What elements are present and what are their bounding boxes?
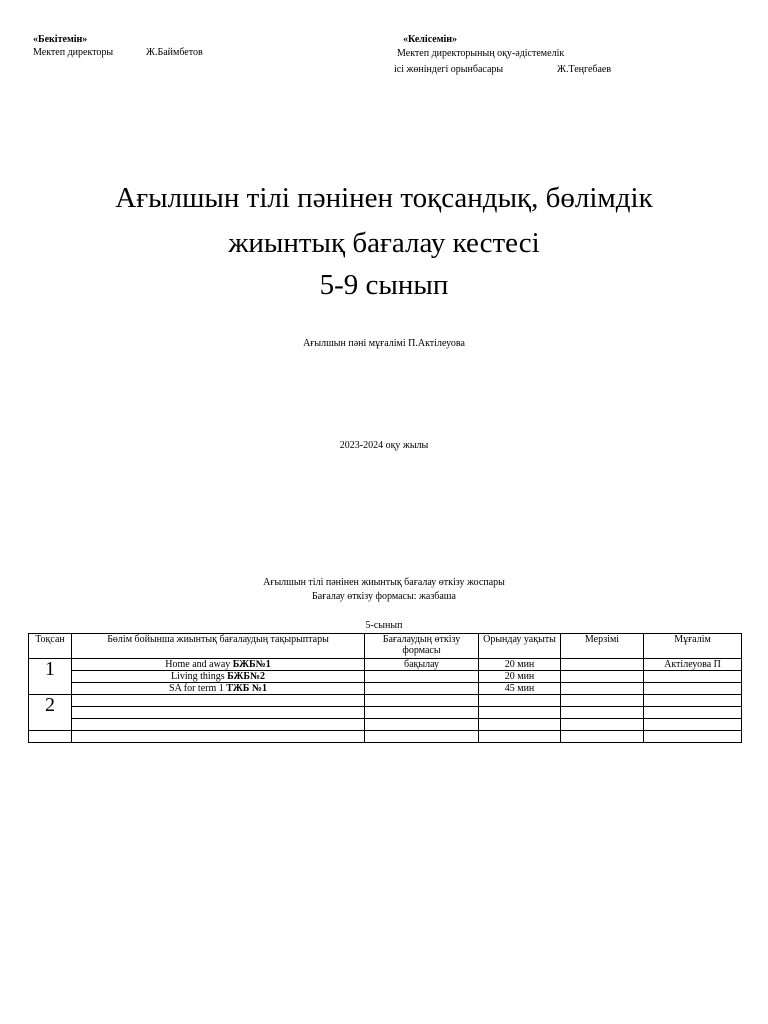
header-term: Тоқсан — [29, 634, 72, 659]
topic-code: БЖБ№2 — [227, 671, 266, 682]
topic-code: ТЖБ №1 — [226, 683, 267, 694]
form-cell — [365, 671, 479, 683]
plan-form: Бағалау өткізу формасы: жазбаша — [312, 591, 456, 602]
form-cell — [365, 683, 479, 695]
header-teacher: Мұғалім — [644, 634, 742, 659]
empty-cell — [644, 695, 742, 707]
approve-position: Мектеп директоры — [33, 47, 114, 58]
duration-cell: 45 мин — [479, 683, 561, 695]
header-deadline: Мерзімі — [561, 634, 644, 659]
empty-cell — [72, 719, 365, 731]
term-1-cell: 1 — [29, 659, 72, 695]
topic-cell — [72, 671, 365, 683]
table-row — [29, 707, 742, 719]
empty-cell — [644, 731, 742, 743]
plan-table — [28, 633, 742, 743]
teacher-cell — [644, 671, 742, 683]
duration-cell: 20 мин — [479, 671, 561, 683]
empty-cell — [365, 695, 479, 707]
table-row — [29, 731, 742, 743]
empty-cell — [561, 707, 644, 719]
empty-cell — [365, 719, 479, 731]
table-row — [29, 695, 742, 707]
topic-cell — [72, 659, 365, 671]
duration-cell: 20 мин — [479, 659, 561, 671]
approve-name: Ж.Баймбетов — [146, 47, 203, 58]
header-form: Бағалаудың өткізу формасы — [365, 634, 479, 659]
empty-cell — [644, 707, 742, 719]
header-topics: Бөлім бойынша жиынтық бағалаудың тақырыптары — [72, 634, 365, 659]
empty-cell — [72, 707, 365, 719]
empty-cell — [72, 731, 365, 743]
academic-year: 2023-2024 оқу жылы — [339, 440, 429, 451]
title-line2: жиынтық бағалау кестесі — [228, 227, 540, 259]
table-header-row — [29, 634, 742, 659]
agree-position-line2: ісі жөніндегі орынбасары — [394, 64, 504, 75]
topic-text: SA for term 1 — [169, 683, 227, 694]
topic-text: Home and away — [165, 659, 233, 670]
topic-cell — [72, 683, 365, 695]
table-row — [29, 683, 742, 695]
empty-cell — [479, 695, 561, 707]
teacher-line: Ағылшын пәні мұғалімі П.Актілеуова — [303, 338, 465, 349]
plan-heading: Ағылшын тілі пәнінен жиынтық бағалау өткізу жоспары — [263, 577, 505, 588]
empty-cell — [29, 731, 72, 743]
empty-cell — [365, 731, 479, 743]
header-duration: Орындау уақыты — [479, 634, 561, 659]
empty-cell — [561, 695, 644, 707]
table-row — [29, 659, 742, 671]
title-line3: 5-9 сынып — [319, 269, 449, 301]
agree-name: Ж.Теңгебаев — [557, 64, 612, 75]
empty-cell — [644, 719, 742, 731]
plan-class: 5-сынып — [365, 620, 403, 631]
empty-cell — [479, 707, 561, 719]
form-cell: бақылау — [365, 659, 479, 671]
title-line1: Ағылшын тілі пәнінен тоқсандық, бөлімдік — [115, 182, 653, 214]
deadline-cell — [561, 659, 644, 671]
empty-cell — [365, 707, 479, 719]
term-2-cell: 2 — [29, 695, 72, 731]
approve-heading: «Бекітемін» — [33, 34, 88, 45]
empty-cell — [72, 695, 365, 707]
table-row — [29, 719, 742, 731]
table-row — [29, 671, 742, 683]
deadline-cell — [561, 671, 644, 683]
agree-heading: «Келісемін» — [403, 34, 458, 45]
empty-cell — [561, 719, 644, 731]
agree-position-line1: Мектеп директорының оқу-әдістемелік — [397, 48, 565, 59]
topic-code: БЖБ№1 — [232, 659, 271, 670]
deadline-cell — [561, 683, 644, 695]
teacher-cell — [644, 683, 742, 695]
topic-text: Living things — [170, 671, 228, 682]
teacher-cell: Актілеуова П — [644, 659, 742, 671]
empty-cell — [479, 719, 561, 731]
empty-cell — [479, 731, 561, 743]
empty-cell — [561, 731, 644, 743]
